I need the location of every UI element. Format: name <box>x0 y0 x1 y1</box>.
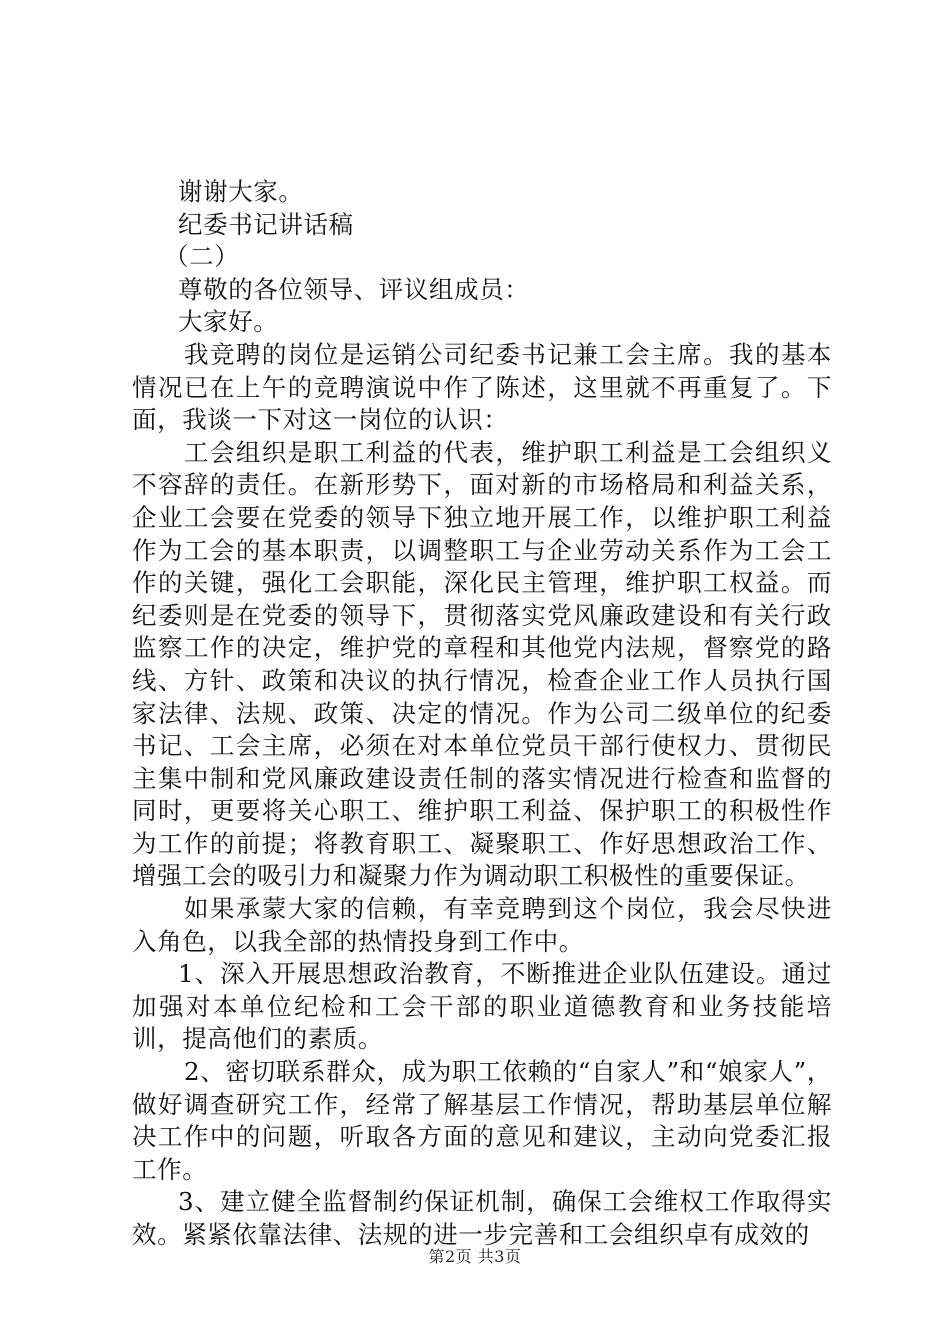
section-title: 纪委书记讲话稿 <box>178 209 354 239</box>
salutation: 尊敬的各位领导、评议组成员： <box>178 274 530 304</box>
paragraph-position: 我竞聘的岗位是运销公司纪委书记兼工会主席。我的基本情况已在上午的竞聘演说中作了陈述，这里就不再重复了。下面，我谈一下对这一岗位的认识： <box>132 339 832 435</box>
document-body <box>132 176 832 1252</box>
list-item-1: 1、深入开展思想政治教育，不断推进企业队伍建设。通过加强对本单位纪检和工会干部的职业道德教育和业务技能培训，提高他们的素质。 <box>132 959 832 1054</box>
section-number: （二） <box>164 242 240 272</box>
greeting: 大家好。 <box>178 307 279 337</box>
paragraph-commitment: 如果承蒙大家的信赖，有幸竞聘到这个岗位，我会尽快进入角色，以我全部的热情投身到工作中。 <box>132 894 832 956</box>
list-item-2: 2、密切联系群众，成为职工依赖的“自家人”和“娘家人”，做好调查研究工作，经常了解基层工作情况，帮助基层单位解决工作中的问题，听取各方面的意见和建议，主动向党委汇报工作。 <box>132 1057 832 1184</box>
list-item-3: 3、建立健全监督制约保证机制，确保工会维权工作取得实效。紧紧依靠法律、法规的进一步完善和工会组织卓有成效的 <box>132 1187 832 1249</box>
paragraph-thanks: 谢谢大家。 <box>178 177 304 206</box>
paragraph-understanding: 工会组织是职工利益的代表，维护职工利益是工会组织义不容辞的责任。在新形势下，面对新的市场格局和利益关系，企业工会要在党委的领导下独立地开展工作，以维护职工利益作为工会的基本职责，以调整职工与企业劳动关系作为工会工作的关键，强化工会职能，深化民主管理，维护职工权益。而纪委则是在党委的领导下，贯彻落实党风廉政建设和有关行政监察工作的决定，维护党的章程和其他党内法规，督察党的路线、方针、政策和决议的执行情况，检查企业工作人员执行国家法律、法规、政策、决定的情况。作为公司二级单位的纪委书记、工会主席，必须在对本单位党员干部行使权力、贯彻民主集中制和党风廉政建设责任制的落实情况进行检查和监督的同时，更要将关心职工、维护职工利益、保护职工的积极性作为工作的前提；将教育职工、凝聚职工、作好思想政治工作、增强工会的吸引力和凝聚力作为调动职工积极性的重要保证。 <box>132 437 832 891</box>
page-footer: 第2页 共3页 <box>428 1247 522 1266</box>
